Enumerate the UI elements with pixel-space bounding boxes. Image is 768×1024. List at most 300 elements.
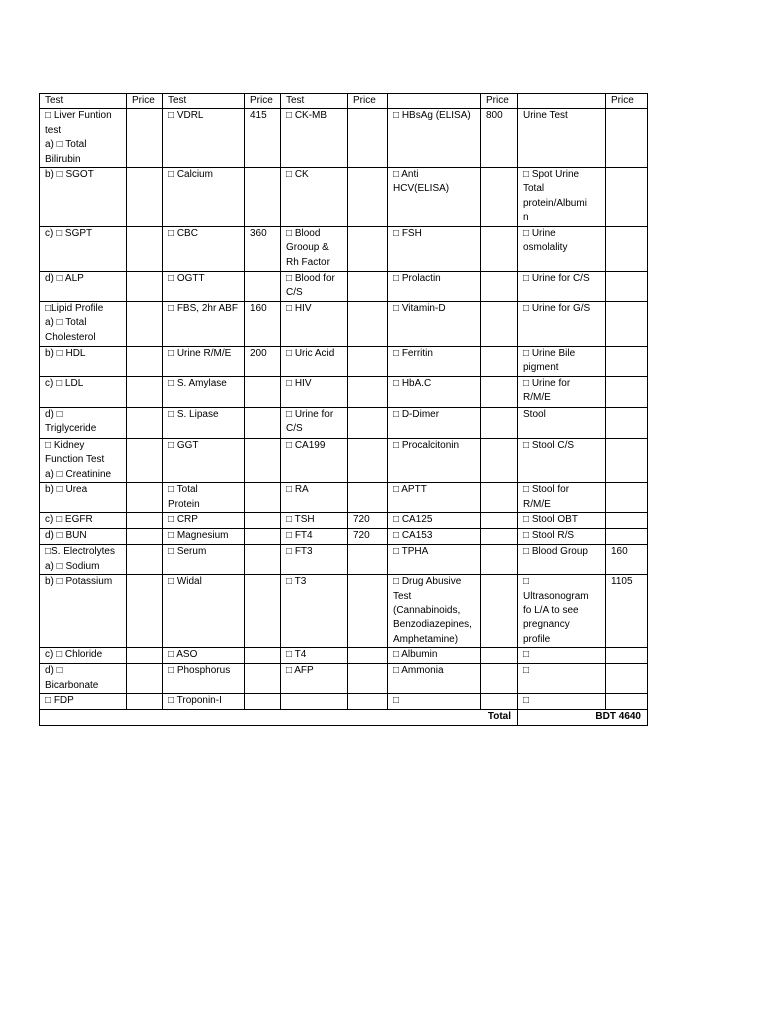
cell-line: □	[523, 649, 530, 661]
price-cell	[245, 408, 281, 439]
cell-line: □ FT4	[286, 530, 313, 542]
test-cell	[163, 347, 245, 377]
header-cell	[518, 94, 606, 109]
cell-line: (Cannabinoids,	[393, 605, 461, 617]
table-row	[40, 545, 648, 575]
header-cell: Price	[245, 94, 281, 109]
cell-line: d) □ BUN	[45, 530, 87, 542]
cell-line: □ D-Dimer	[393, 409, 440, 421]
test-cell	[518, 483, 606, 513]
cell-line: □ CBC	[168, 228, 198, 240]
price-cell	[348, 168, 388, 227]
cell-line: protein/Albumi	[523, 197, 587, 209]
test-cell	[281, 483, 348, 513]
price-cell	[481, 694, 518, 710]
cell-line: □ HbA.C	[393, 378, 432, 390]
cell-line: □ VDRL	[168, 110, 204, 122]
price-cell	[245, 513, 281, 529]
price-cell	[245, 483, 281, 513]
cell-line: □ Uric Acid	[286, 348, 335, 360]
test-cell	[281, 529, 348, 545]
price-cell	[127, 168, 163, 227]
test-cell	[40, 694, 127, 710]
table-row	[40, 227, 648, 272]
price-cell	[481, 227, 518, 272]
table-row	[40, 529, 648, 545]
table-row	[40, 483, 648, 513]
cell-line: □ Urine R/M/E	[168, 348, 232, 360]
price-cell	[606, 168, 648, 227]
cell-line: □ Liver Funtion	[45, 110, 112, 122]
cell-line: □ Stool R/S	[523, 530, 575, 542]
cell-line: HCV(ELISA)	[393, 183, 450, 195]
cell-line: □ Albumin	[393, 649, 438, 661]
test-cell	[388, 529, 481, 545]
price-cell	[481, 439, 518, 483]
cell-line: d) □	[45, 665, 63, 677]
cell-line: c) □ LDL	[45, 378, 84, 390]
cell-line: □ Calcium	[168, 169, 213, 181]
test-cell	[281, 664, 348, 694]
price-cell	[481, 377, 518, 408]
test-cell	[40, 648, 127, 664]
cell-line: Protein	[168, 498, 200, 510]
price-cell	[245, 648, 281, 664]
cell-line: fo L/A to see	[523, 605, 579, 617]
price-cell	[348, 513, 388, 529]
test-cell	[518, 545, 606, 575]
cell-line: □ Anti	[393, 169, 419, 181]
test-cell	[388, 648, 481, 664]
test-cell	[163, 664, 245, 694]
table-row	[40, 648, 648, 664]
price-cell	[606, 513, 648, 529]
test-cell	[518, 529, 606, 545]
test-cell	[40, 575, 127, 648]
cell-line: R/M/E	[523, 498, 551, 510]
cell-line: 360	[250, 228, 267, 240]
table-row	[40, 302, 648, 347]
price-cell	[348, 439, 388, 483]
cell-line: Bilirubin	[45, 153, 81, 165]
cell-line: □	[523, 695, 530, 707]
cell-line: b) □ Urea	[45, 484, 88, 496]
price-cell	[606, 575, 648, 648]
cell-line: □ T3	[286, 576, 307, 588]
price-cell	[127, 439, 163, 483]
price-cell	[606, 664, 648, 694]
test-cell	[163, 483, 245, 513]
test-cell	[388, 347, 481, 377]
price-cell	[348, 377, 388, 408]
cell-line: □ Urine	[523, 228, 556, 240]
cell-line: □ AFP	[286, 665, 314, 677]
test-cell	[388, 109, 481, 168]
test-cell	[281, 347, 348, 377]
test-cell	[40, 168, 127, 227]
table-row	[40, 439, 648, 483]
test-cell	[163, 168, 245, 227]
price-cell	[127, 664, 163, 694]
price-cell	[606, 408, 648, 439]
cell-line: Triglyceride	[45, 423, 97, 435]
cell-line: osmolality	[523, 242, 568, 254]
cell-line: □	[523, 665, 530, 677]
price-cell	[245, 168, 281, 227]
table-row	[40, 168, 648, 227]
price-cell	[348, 227, 388, 272]
cell-line: □ Widal	[168, 576, 202, 588]
test-cell	[40, 408, 127, 439]
test-cell	[518, 694, 606, 710]
cell-line: 800	[486, 110, 503, 122]
price-cell	[481, 575, 518, 648]
price-cell	[606, 109, 648, 168]
cell-line: □ FDP	[45, 695, 74, 707]
test-cell	[163, 575, 245, 648]
price-cell	[127, 575, 163, 648]
table-row	[40, 109, 648, 168]
test-cell	[163, 302, 245, 347]
cell-line: □ Total	[168, 484, 198, 496]
cell-line: Rh Factor	[286, 256, 330, 268]
cell-line: □ CA125	[393, 514, 433, 526]
test-cell	[281, 575, 348, 648]
table-row	[40, 694, 648, 710]
test-cell	[40, 377, 127, 408]
test-cell	[518, 664, 606, 694]
cell-line: n	[523, 212, 529, 224]
test-cell	[518, 302, 606, 347]
cell-line: □ Urine for	[286, 409, 334, 421]
price-cell	[245, 575, 281, 648]
test-cell	[40, 272, 127, 302]
cell-line: a) □ Total	[45, 317, 87, 329]
cell-line: □ Vitamin-D	[393, 303, 446, 315]
cell-line: □ Spot Urine	[523, 169, 580, 181]
price-cell	[606, 227, 648, 272]
cell-line: profile	[523, 633, 551, 645]
price-cell	[245, 347, 281, 377]
test-cell	[388, 408, 481, 439]
cell-line: □ Blood for	[286, 273, 335, 285]
total-value: BDT 4640	[518, 710, 648, 725]
cell-line: □ Stool OBT	[523, 514, 578, 526]
header-cell: Price	[481, 94, 518, 109]
test-cell	[281, 109, 348, 168]
cell-line: 200	[250, 348, 267, 360]
cell-line: □ CA153	[393, 530, 433, 542]
test-cell	[163, 648, 245, 664]
price-cell	[348, 347, 388, 377]
test-cell	[163, 109, 245, 168]
cell-line: □ HIV	[286, 378, 312, 390]
cell-line: Function Test	[45, 454, 105, 466]
price-cell	[606, 439, 648, 483]
cell-line: Ultrasonogram	[523, 590, 589, 602]
cell-line: □ Urine for C/S	[523, 273, 590, 285]
cell-line: pigment	[523, 362, 559, 374]
price-cell	[127, 545, 163, 575]
cell-line: Amphetamine)	[393, 633, 459, 645]
test-cell	[388, 377, 481, 408]
test-cell	[163, 545, 245, 575]
test-cell	[281, 302, 348, 347]
cell-line: □ TSH	[286, 514, 315, 526]
cell-line: □ Phosphorus	[168, 665, 231, 677]
test-cell	[388, 513, 481, 529]
cell-line: □ Drug Abusive	[393, 576, 462, 588]
cell-line: 415	[250, 110, 267, 122]
cell-line: □ CK-MB	[286, 110, 328, 122]
cell-line: □ Blood	[286, 228, 321, 240]
price-cell	[606, 302, 648, 347]
test-cell	[388, 168, 481, 227]
price-cell	[606, 377, 648, 408]
cell-line: □ Procalcitonin	[393, 440, 460, 452]
cell-line: 1105	[611, 576, 633, 588]
cell-line: □ Urine for	[523, 378, 571, 390]
cell-line: □ APTT	[393, 484, 427, 496]
cell-line: □ GGT	[168, 440, 199, 452]
table-row	[40, 664, 648, 694]
cell-line: 720	[353, 514, 370, 526]
price-cell	[481, 648, 518, 664]
price-cell	[245, 545, 281, 575]
cell-line: □ HIV	[286, 303, 312, 315]
price-cell	[606, 347, 648, 377]
test-cell	[40, 302, 127, 347]
cell-line: a) □ Sodium	[45, 560, 100, 572]
test-cell	[163, 513, 245, 529]
price-cell	[245, 664, 281, 694]
price-cell	[245, 439, 281, 483]
test-cell	[40, 483, 127, 513]
price-cell	[481, 302, 518, 347]
cell-line: □ OGTT	[168, 273, 205, 285]
price-cell	[481, 168, 518, 227]
test-cell	[388, 302, 481, 347]
price-cell	[481, 483, 518, 513]
test-cell	[518, 109, 606, 168]
cell-line: □ CK	[286, 169, 309, 181]
cell-line: □ Blood Group	[523, 546, 588, 558]
price-cell	[127, 694, 163, 710]
price-cell	[127, 227, 163, 272]
total-row	[40, 710, 648, 725]
price-cell	[606, 694, 648, 710]
cell-line: 720	[353, 530, 370, 542]
price-cell	[127, 529, 163, 545]
price-cell	[481, 545, 518, 575]
price-cell	[348, 408, 388, 439]
price-cell	[127, 483, 163, 513]
price-cell	[481, 272, 518, 302]
test-cell	[281, 513, 348, 529]
test-cell	[40, 664, 127, 694]
price-cell	[481, 347, 518, 377]
cell-line: □	[523, 576, 530, 588]
test-cell	[281, 227, 348, 272]
price-cell	[606, 483, 648, 513]
cell-line: Urine Test	[523, 110, 568, 122]
test-cell	[163, 377, 245, 408]
test-cell	[518, 377, 606, 408]
cell-line: □ Ferritin	[393, 348, 433, 360]
test-cell	[388, 272, 481, 302]
price-cell	[481, 513, 518, 529]
price-cell	[127, 513, 163, 529]
test-cell	[518, 439, 606, 483]
cell-line: □ FSH	[393, 228, 422, 240]
cell-line: 160	[250, 303, 267, 315]
test-cell	[163, 439, 245, 483]
test-cell	[281, 545, 348, 575]
test-cell	[281, 408, 348, 439]
price-cell	[348, 109, 388, 168]
header-cell	[388, 94, 481, 109]
test-cell	[40, 545, 127, 575]
test-cell	[518, 168, 606, 227]
cell-line: d) □	[45, 409, 63, 421]
price-cell	[127, 302, 163, 347]
cell-line: □ TPHA	[393, 546, 429, 558]
cell-line: c) □ EGFR	[45, 514, 93, 526]
cell-line: Benzodiazepines,	[393, 619, 472, 631]
test-cell	[281, 648, 348, 664]
cell-line: d) □ ALP	[45, 273, 84, 285]
price-cell	[127, 377, 163, 408]
test-cell	[518, 408, 606, 439]
cell-line: c) □ Chloride	[45, 649, 103, 661]
price-cell	[245, 272, 281, 302]
price-cell	[348, 694, 388, 710]
price-cell	[127, 109, 163, 168]
table-row	[40, 575, 648, 648]
cell-line: Total	[523, 183, 545, 195]
table-row	[40, 408, 648, 439]
test-cell	[40, 109, 127, 168]
cell-line: test	[45, 124, 62, 136]
cell-line: □ FBS, 2hr ABF	[168, 303, 238, 315]
cell-line: □ CA199	[286, 440, 326, 452]
test-cell	[281, 377, 348, 408]
header-row	[40, 94, 648, 109]
cell-line: b) □ SGOT	[45, 169, 94, 181]
cell-line: □ Magnesium	[168, 530, 229, 542]
test-cell	[163, 694, 245, 710]
cell-line: □ RA	[286, 484, 309, 496]
price-cell	[606, 529, 648, 545]
cell-line: a) □ Total	[45, 139, 87, 151]
price-cell	[606, 545, 648, 575]
price-table	[39, 93, 648, 726]
cell-line: □ CRP	[168, 514, 198, 526]
price-cell	[348, 302, 388, 347]
table-row	[40, 377, 648, 408]
cell-line: Stool	[523, 409, 546, 421]
price-cell	[245, 109, 281, 168]
test-cell	[388, 227, 481, 272]
cell-line: □ S. Amylase	[168, 378, 227, 390]
test-cell	[518, 575, 606, 648]
header-cell: Test	[281, 94, 348, 109]
test-cell	[388, 575, 481, 648]
test-cell	[40, 529, 127, 545]
cell-line: □ FT3	[286, 546, 313, 558]
cell-line: b) □ Potassium	[45, 576, 113, 588]
cell-line: Grooup &	[286, 242, 329, 254]
cell-line: Bicarbonate	[45, 679, 99, 691]
test-cell	[40, 439, 127, 483]
price-cell	[127, 347, 163, 377]
header-cell: Price	[606, 94, 648, 109]
table-row	[40, 347, 648, 377]
cell-line: R/M/E	[523, 392, 551, 404]
test-cell	[388, 483, 481, 513]
test-cell	[518, 347, 606, 377]
cell-line: □ S. Lipase	[168, 409, 219, 421]
cell-line: C/S	[286, 423, 303, 435]
cell-line: □Lipid Profile	[45, 303, 104, 315]
price-cell	[127, 648, 163, 664]
test-cell	[40, 347, 127, 377]
test-cell	[388, 545, 481, 575]
header-cell: Test	[40, 94, 127, 109]
price-cell	[348, 664, 388, 694]
header-cell: Price	[348, 94, 388, 109]
test-cell	[40, 513, 127, 529]
price-cell	[481, 109, 518, 168]
price-cell	[245, 694, 281, 710]
price-cell	[348, 545, 388, 575]
cell-line: C/S	[286, 287, 303, 299]
price-cell	[348, 483, 388, 513]
cell-line: □ T4	[286, 649, 307, 661]
price-cell	[245, 227, 281, 272]
price-cell	[127, 272, 163, 302]
cell-line: □	[393, 695, 400, 707]
cell-line: c) □ SGPT	[45, 228, 93, 240]
cell-line: □ ASO	[168, 649, 198, 661]
test-cell	[518, 272, 606, 302]
cell-line: □ Urine for G/S	[523, 303, 591, 315]
price-cell	[481, 408, 518, 439]
price-cell	[348, 575, 388, 648]
test-cell	[281, 168, 348, 227]
test-cell	[518, 227, 606, 272]
price-cell	[348, 272, 388, 302]
price-cell	[606, 272, 648, 302]
cell-line: Test	[393, 590, 412, 602]
header-cell: Test	[163, 94, 245, 109]
cell-line: □S. Electrolytes	[45, 546, 115, 558]
test-cell	[281, 272, 348, 302]
cell-line: □ Kidney	[45, 440, 85, 452]
test-cell	[281, 694, 348, 710]
test-cell	[388, 664, 481, 694]
price-cell	[127, 408, 163, 439]
price-cell	[245, 529, 281, 545]
cell-line: □ Troponin-I	[168, 695, 222, 707]
price-cell	[348, 529, 388, 545]
price-cell	[606, 648, 648, 664]
cell-line: a) □ Creatinine	[45, 468, 112, 480]
table-row	[40, 513, 648, 529]
test-cell	[518, 648, 606, 664]
cell-line: □ Stool C/S	[523, 440, 575, 452]
test-cell	[40, 227, 127, 272]
